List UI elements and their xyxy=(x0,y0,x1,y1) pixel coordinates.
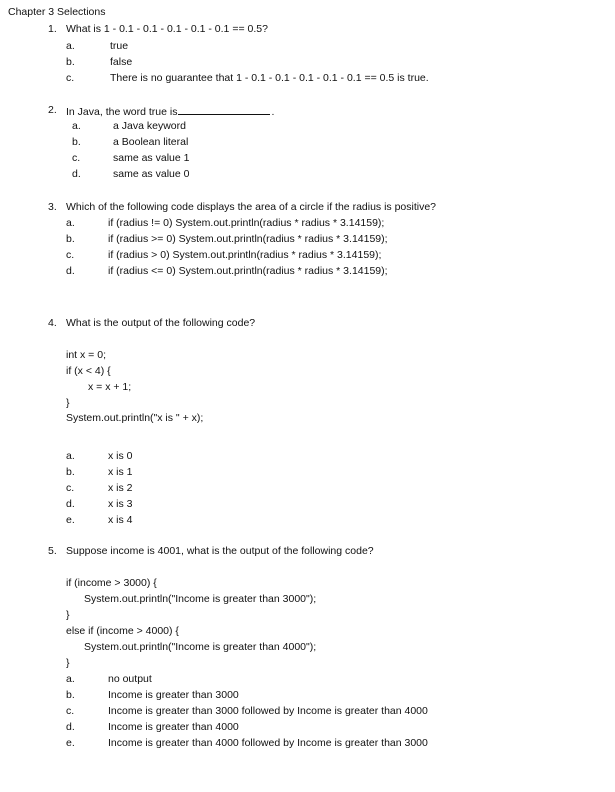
option-text: same as value 0 xyxy=(113,168,190,180)
option-text: There is no guarantee that 1 - 0.1 - 0.1 - 0.1 - 0.1 - 0.1 == 0.5 is true. xyxy=(110,72,429,84)
question-number: 3. xyxy=(48,201,57,213)
code-line: } xyxy=(66,397,70,409)
option-text: x is 0 xyxy=(108,450,133,462)
question-number: 1. xyxy=(48,23,57,35)
option-letter: a. xyxy=(66,40,75,52)
question-prompt: Suppose income is 4001, what is the output of the following code? xyxy=(66,545,374,557)
option-letter: b. xyxy=(66,233,75,245)
option-letter: a. xyxy=(66,217,75,229)
option-letter: c. xyxy=(72,152,81,164)
option-text: x is 3 xyxy=(108,498,133,510)
option-text: x is 4 xyxy=(108,514,133,526)
answer-blank xyxy=(178,105,270,115)
option-letter: b. xyxy=(66,466,75,478)
option-text: if (radius > 0) System.out.println(radius * radius * 3.14159); xyxy=(108,249,382,261)
question-prompt xyxy=(66,105,274,118)
code-line: else if (income > 4000) { xyxy=(66,625,179,637)
option-text: Income is greater than 3000 xyxy=(108,689,239,701)
question-number: 2. xyxy=(48,104,57,116)
code-line: System.out.println("x is " + x); xyxy=(66,412,204,424)
option-letter: b. xyxy=(72,136,81,148)
option-text: if (radius >= 0) System.out.println(radius * radius * 3.14159); xyxy=(108,233,388,245)
option-letter: a. xyxy=(72,120,81,132)
option-text: same as value 1 xyxy=(113,152,190,164)
option-text: a Boolean literal xyxy=(113,136,189,148)
option-letter: b. xyxy=(66,56,75,68)
option-text: Income is greater than 3000 followed by Income is greater than 4000 xyxy=(108,705,428,717)
question-number: 5. xyxy=(48,545,57,557)
option-text: if (radius <= 0) System.out.println(radius * radius * 3.14159); xyxy=(108,265,388,277)
question-prompt: What is the output of the following code? xyxy=(66,317,256,329)
option-text: Income is greater than 4000 xyxy=(108,721,239,733)
option-letter: c. xyxy=(66,72,75,84)
option-letter: d. xyxy=(66,265,75,277)
option-letter: e. xyxy=(66,737,75,749)
option-text: false xyxy=(110,56,133,68)
code-line: } xyxy=(66,657,70,669)
option-text: a Java keyword xyxy=(113,120,186,132)
code-line: if (income > 3000) { xyxy=(66,577,157,589)
chapter-title: Chapter 3 Selections xyxy=(8,6,106,18)
code-line: if (x < 4) { xyxy=(66,365,111,377)
option-text: no output xyxy=(108,673,152,685)
option-letter: d. xyxy=(72,168,81,180)
option-letter: a. xyxy=(66,673,75,685)
option-letter: d. xyxy=(66,721,75,733)
code-line: System.out.println("Income is greater than 4000"); xyxy=(84,641,317,653)
code-line: x = x + 1; xyxy=(88,381,132,393)
option-letter: c. xyxy=(66,482,75,494)
option-letter: c. xyxy=(66,249,75,261)
code-line: int x = 0; xyxy=(66,349,106,361)
code-line: System.out.println("Income is greater than 3000"); xyxy=(84,593,317,605)
option-letter: b. xyxy=(66,689,75,701)
option-text: Income is greater than 4000 followed by Income is greater than 3000 xyxy=(108,737,428,749)
question-number: 4. xyxy=(48,317,57,329)
option-text: if (radius != 0) System.out.println(radius * radius * 3.14159); xyxy=(108,217,385,229)
code-line: } xyxy=(66,609,70,621)
option-letter: c. xyxy=(66,705,75,717)
option-letter: d. xyxy=(66,498,75,510)
option-letter: a. xyxy=(66,450,75,462)
option-text: x is 2 xyxy=(108,482,133,494)
option-letter: e. xyxy=(66,514,75,526)
question-prompt: What is 1 - 0.1 - 0.1 - 0.1 - 0.1 - 0.1 == 0.5? xyxy=(66,23,268,35)
prompt-end: . xyxy=(271,106,275,118)
question-prompt: Which of the following code displays the area of a circle if the radius is positive? xyxy=(66,201,437,213)
option-text: x is 1 xyxy=(108,466,133,478)
option-text: true xyxy=(110,40,129,52)
prompt-text: In Java, the word true is xyxy=(66,106,178,118)
